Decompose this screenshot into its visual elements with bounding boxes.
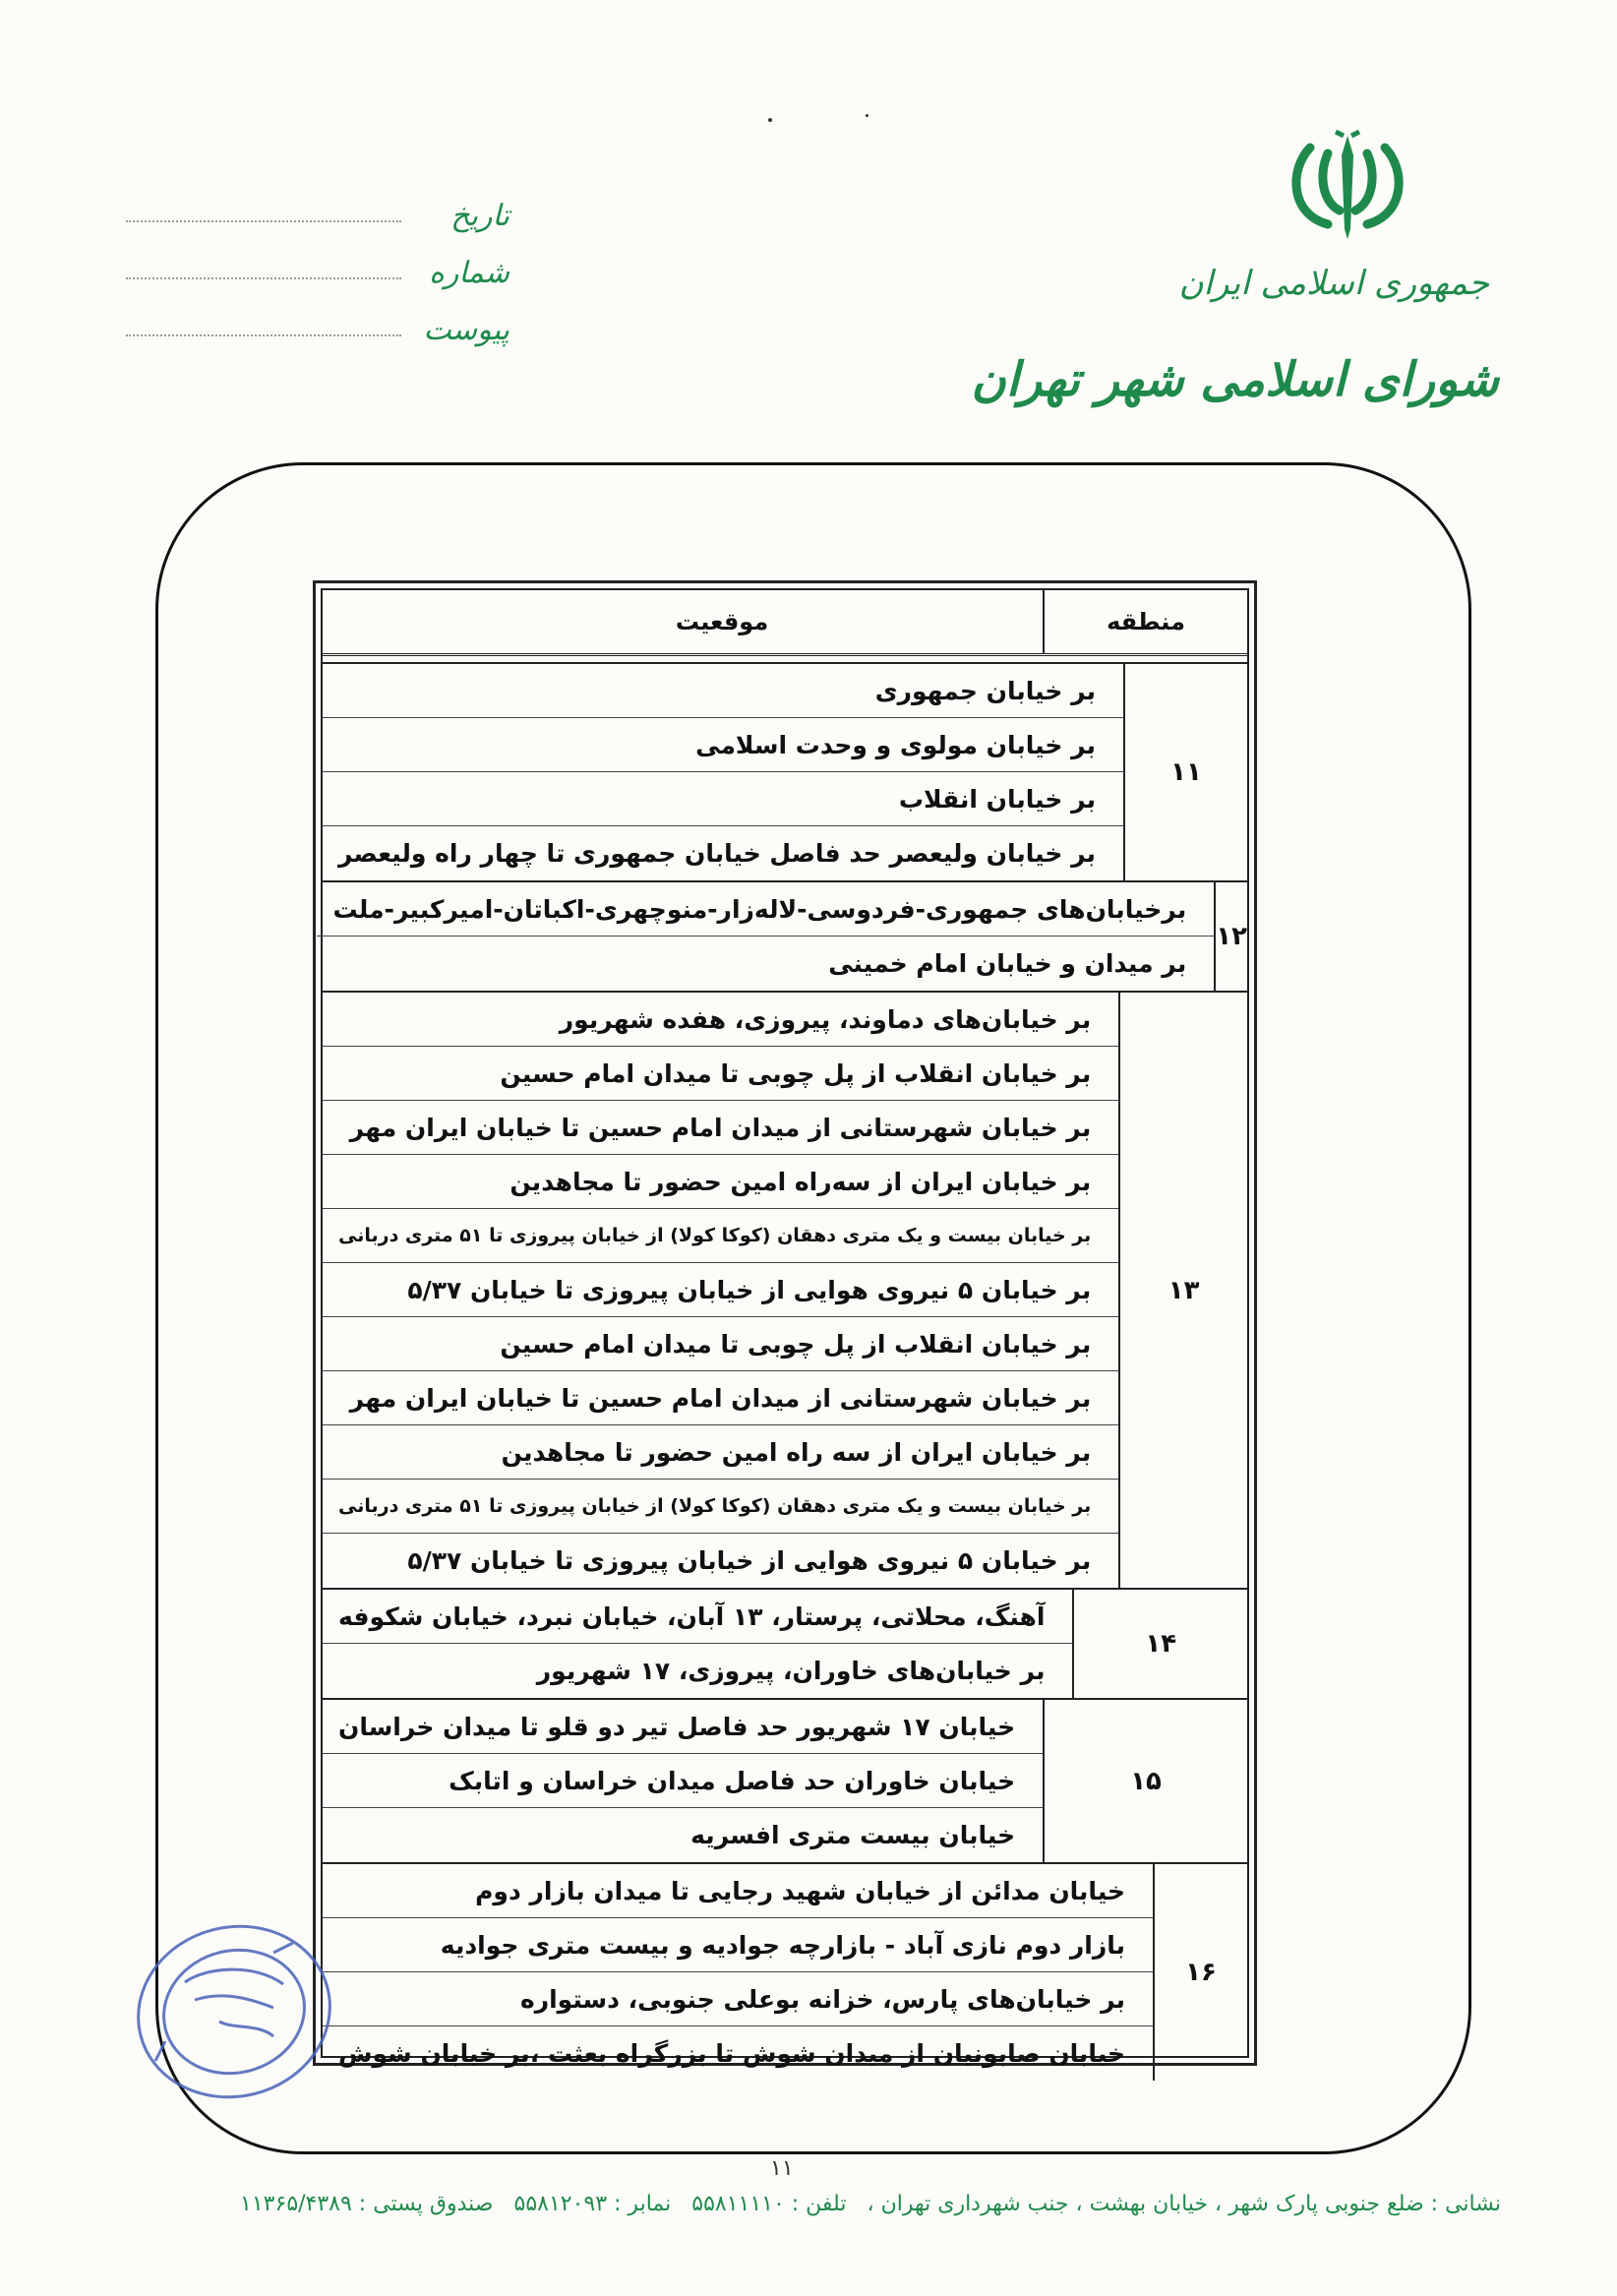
meta-number-label: شماره <box>429 255 509 290</box>
scan-dot <box>768 118 772 122</box>
zone-group <box>323 1590 1247 1700</box>
zone-locations <box>323 1700 1043 1862</box>
location-row: خیابان بیست متری افسریه <box>690 1821 1016 1849</box>
location-row: بر خیابان ایران از سه راه امین حضور تا مجاهدین <box>323 1425 1118 1480</box>
page-number: ۱۱ <box>770 2156 794 2181</box>
header-location: موقعیت <box>675 608 769 635</box>
location-row: بر خیابان بیست و یک متری دهقان (کوکا کولا) از خیابان پیروزی تا ۵۱ متری دربانی <box>323 1480 1118 1534</box>
location-row: برخیابان‌های جمهوری-فردوسی-لاله‌زار-منوچهری-اکباتان-امیرکبیر-ملت <box>317 882 1214 937</box>
zones-table-inner <box>321 588 1249 2068</box>
location-row: خیابان خاوران حد فاصل میدان خراسان و اتابک <box>323 1754 1043 1808</box>
meta-number-row <box>126 244 509 301</box>
zone-locations <box>323 664 1123 880</box>
table-body <box>323 662 1247 2081</box>
location-row: بر خیابان جمهوری <box>323 664 1123 718</box>
location-row: بر خیابان‌های دماوند، پیروزی، هفده شهریور <box>323 993 1118 1047</box>
zone-locations <box>323 993 1118 1588</box>
meta-date-row <box>126 187 509 244</box>
location-row: بر خیابان مولوی و وحدت اسلامی <box>323 718 1123 772</box>
zone-number: ۱۳ <box>1118 993 1247 1588</box>
zone-group <box>323 882 1247 993</box>
footer-po-box: صندوق پستی : ۱۱۳۶۵/۴۳۸۹ <box>240 2192 494 2216</box>
zone-group <box>323 664 1247 882</box>
location-row: بر خیابان ۵ نیروی هوایی از خیابان پیروزی تا خیابان ۵/۳۷ <box>407 1546 1092 1575</box>
meta-date-line <box>126 220 401 222</box>
location-row: بر خیابان‌های پارس، خزانه بوعلی جنوبی، دستواره <box>323 1972 1153 2026</box>
location-row: بر خیابان شهرستانی از میدان امام حسین تا خیابان ایران مهر <box>323 1371 1118 1425</box>
location-row: بر خیابان انقلاب <box>323 772 1123 826</box>
zone-number: ۱۴ <box>1072 1590 1247 1698</box>
table-header-row <box>323 590 1247 656</box>
footer-address: نشانی : ضلع جنوبی پارک شهر ، خیابان بهشت ، جنب شهرداری تهران ، <box>867 2192 1501 2216</box>
location-row: بر خیابان ولیعصر حد فاصل خیابان جمهوری تا چهار راه ولیعصر <box>338 839 1097 868</box>
location-row: بازار دوم نازی آباد - بازارچه جوادیه و بیست متری جوادیه <box>323 1918 1153 1972</box>
location-row: خیابان ۱۷ شهریور حد فاصل تیر دو قلو تا میدان خراسان <box>323 1700 1043 1754</box>
meta-attachment-row <box>126 301 509 358</box>
location-row: بر خیابان بیست و یک متری دهقان (کوکا کولا) از خیابان پیروزی تا ۵۱ متری دربانی <box>323 1209 1118 1263</box>
meta-number-line <box>126 277 401 279</box>
footer-contact <box>226 2192 1501 2216</box>
letter-meta <box>126 187 509 358</box>
zone-number: ۱۵ <box>1043 1700 1247 1862</box>
location-row: بر میدان و خیابان امام خمینی <box>828 949 1187 978</box>
location-row: بر خیابان شهرستانی از میدان امام حسین تا خیابان ایران مهر <box>323 1101 1118 1155</box>
zone-locations <box>323 1864 1153 2081</box>
zone-locations <box>317 882 1214 991</box>
country-title: جمهوری اسلامی ایران <box>1178 264 1489 303</box>
header-zone: منطقه <box>1043 590 1247 653</box>
location-row: خیابان مدائن از خیابان شهید رجایی تا میدان بازار دوم <box>323 1864 1153 1918</box>
location-row: بر خیابان انقلاب از پل چوبی تا میدان امام حسین <box>323 1047 1118 1101</box>
zone-group <box>323 1700 1247 1864</box>
iran-emblem-icon <box>1279 126 1416 244</box>
seal-stamp <box>126 1913 342 2110</box>
location-row: خیابان صابونیان از میدان شوش تا بزرگراه بعثت ،بر خیابان شوش <box>338 2039 1126 2068</box>
zones-table <box>313 580 1257 2066</box>
zone-group <box>323 993 1247 1590</box>
location-row: بر خیابان ۵ نیروی هوایی از خیابان پیروزی تا خیابان ۵/۳۷ <box>323 1263 1118 1317</box>
footer-phone: تلفن : ۵۵۸۱۱۱۱۰ <box>691 2192 847 2216</box>
meta-attachment-label: پیوست <box>423 312 509 347</box>
location-row: بر خیابان‌های خاوران، پیروزی، ۱۷ شهریور <box>536 1657 1046 1685</box>
location-row: بر خیابان ایران از سه‌راه امین حضور تا مجاهدین <box>323 1155 1118 1209</box>
meta-attachment-line <box>126 334 401 336</box>
zone-group <box>323 1864 1247 2081</box>
council-title: شورای اسلامی شهر تهران <box>971 352 1499 407</box>
meta-date-label: تاریخ <box>450 198 509 233</box>
zone-number: ۱۱ <box>1123 664 1247 880</box>
zone-locations <box>323 1590 1072 1698</box>
location-row: آهنگ، محلاتی، پرستار، ۱۳ آبان، خیابان نبرد، خیابان شکوفه <box>323 1590 1072 1644</box>
zone-number: ۱۶ <box>1153 1864 1247 2081</box>
footer-fax: نمابر : ۵۵۸۱۲۰۹۳ <box>513 2192 672 2216</box>
zone-number: ۱۲ <box>1214 882 1247 991</box>
location-row: بر خیابان انقلاب از پل چوبی تا میدان امام حسین <box>323 1317 1118 1371</box>
scan-dot <box>866 114 868 117</box>
